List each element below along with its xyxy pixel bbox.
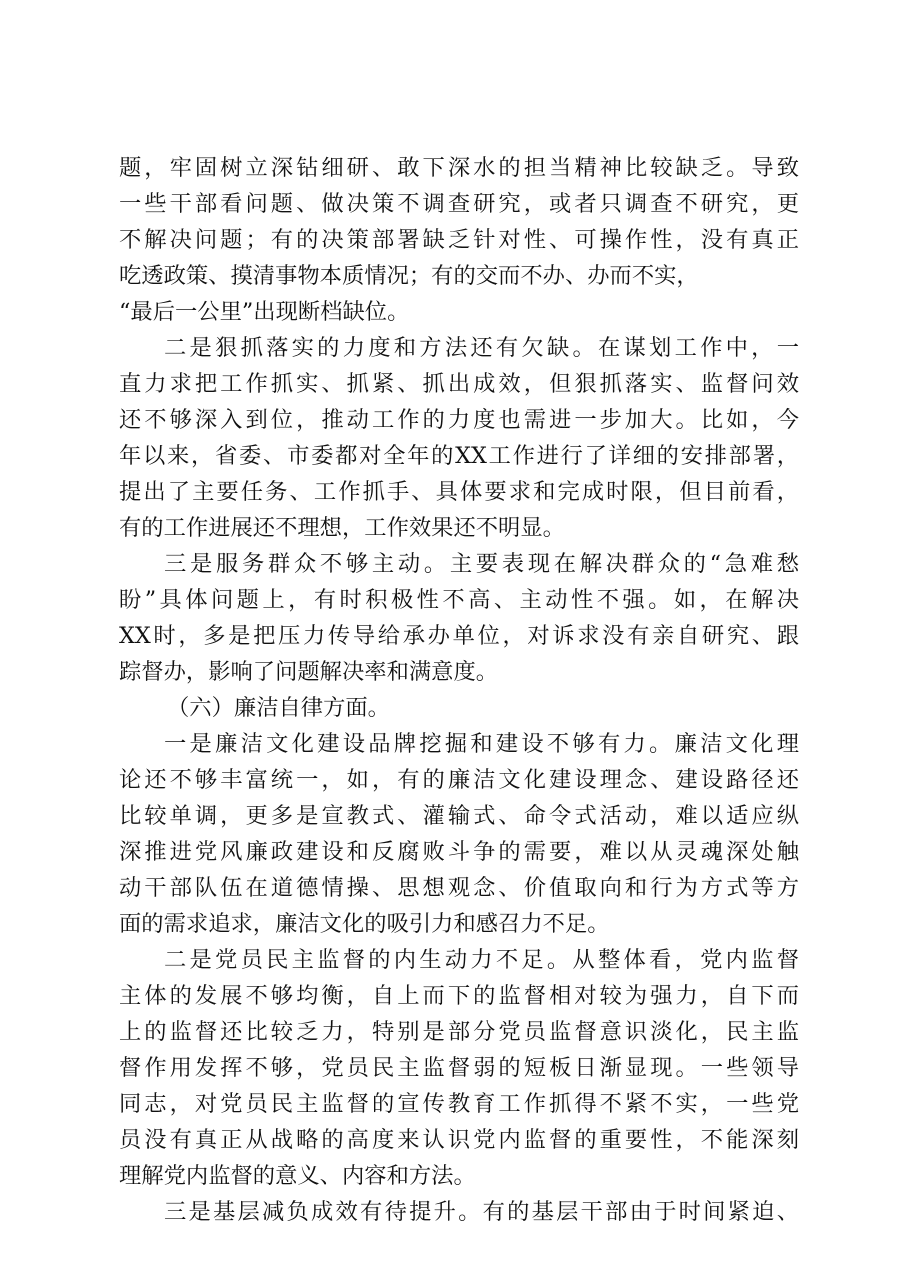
text-line: 员没有真正从战略的高度来认识党内监督的重要性，不能深刻 — [119, 1127, 799, 1153]
text-line: XX时，多是把压力传导给承办单位，对诉求没有亲自研究、跟 — [119, 623, 799, 649]
paragraph-first-line: 二是狠抓落实的力度和方法还有欠缺。在谋划工作中，一 — [164, 335, 799, 361]
text-line: 年以来，省委、市委都对全年的XX工作进行了详细的安排部署， — [119, 443, 799, 469]
text-line: 面的需求追求，廉洁文化的吸引力和感召力不足。 — [119, 911, 610, 937]
paragraph-first-line: 三是基层减负成效有待提升。有的基层干部由于时间紧迫、 — [164, 1199, 799, 1225]
text-line: “最后一公里”出现断档缺位。 — [119, 299, 410, 325]
text-line: 主体的发展不够均衡，自上而下的监督相对较为强力，自下而 — [119, 983, 799, 1009]
paragraph-first-line: 一是廉洁文化建设品牌挖掘和建设不够有力。廉洁文化理 — [164, 731, 799, 757]
text-line: 比较单调，更多是宣教式、灌输式、命令式活动，难以适应纵 — [119, 803, 799, 829]
text-line: 深推进党风廉政建设和反腐败斗争的需要，难以从灵魂深处触 — [119, 839, 799, 865]
text-line: 吃透政策、摸清事物本质情况；有的交而不办、办而不实， — [119, 263, 699, 289]
text-line: 督作用发挥不够，党员民主监督弱的短板日渐显现。一些领导 — [119, 1055, 799, 1081]
text-line: 动干部队伍在道德情操、思想观念、价值取向和行为方式等方 — [119, 875, 799, 901]
text-line: 有的工作进展还不理想，工作效果还不明显。 — [119, 515, 565, 541]
text-line: 题，牢固树立深钻细研、敢下深水的担当精神比较缺乏。导致 — [119, 155, 799, 181]
paragraph-first-line: 三是服务群众不够主动。主要表现在解决群众的“急难愁 — [164, 551, 799, 577]
text-line: 论还不够丰富统一，如，有的廉洁文化建设理念、建设路径还 — [119, 767, 799, 793]
text-line: 理解党内监督的意义、内容和方法。 — [119, 1163, 476, 1189]
text-line: 提出了主要任务、工作抓手、具体要求和完成时限，但目前看， — [119, 479, 799, 505]
text-line: 一些干部看问题、做决策不调查研究，或者只调查不研究，更 — [119, 191, 799, 217]
text-line: 直力求把工作抓实、抓紧、抓出成效，但狠抓落实、监督问效 — [119, 371, 799, 397]
text-line: 踪督办，影响了问题解决率和满意度。 — [119, 659, 499, 685]
text-line: 不解决问题；有的决策部署缺乏针对性、可操作性，没有真正 — [119, 227, 799, 253]
text-line: 上的监督还比较乏力，特别是部分党员监督意识淡化，民主监 — [119, 1019, 799, 1045]
text-line: 盼”具体问题上，有时积极性不高、主动性不强。如，在解决 — [119, 587, 799, 613]
text-line: 还不够深入到位，推动工作的力度也需进一步加大。比如，今 — [119, 407, 799, 433]
paragraph-first-line: 二是党员民主监督的内生动力不足。从整体看，党内监督 — [164, 947, 799, 973]
text-line: 同志，对党员民主监督的宣传教育工作抓得不紧不实，一些党 — [119, 1091, 799, 1117]
section-heading: （六）廉洁自律方面。 — [167, 695, 390, 721]
